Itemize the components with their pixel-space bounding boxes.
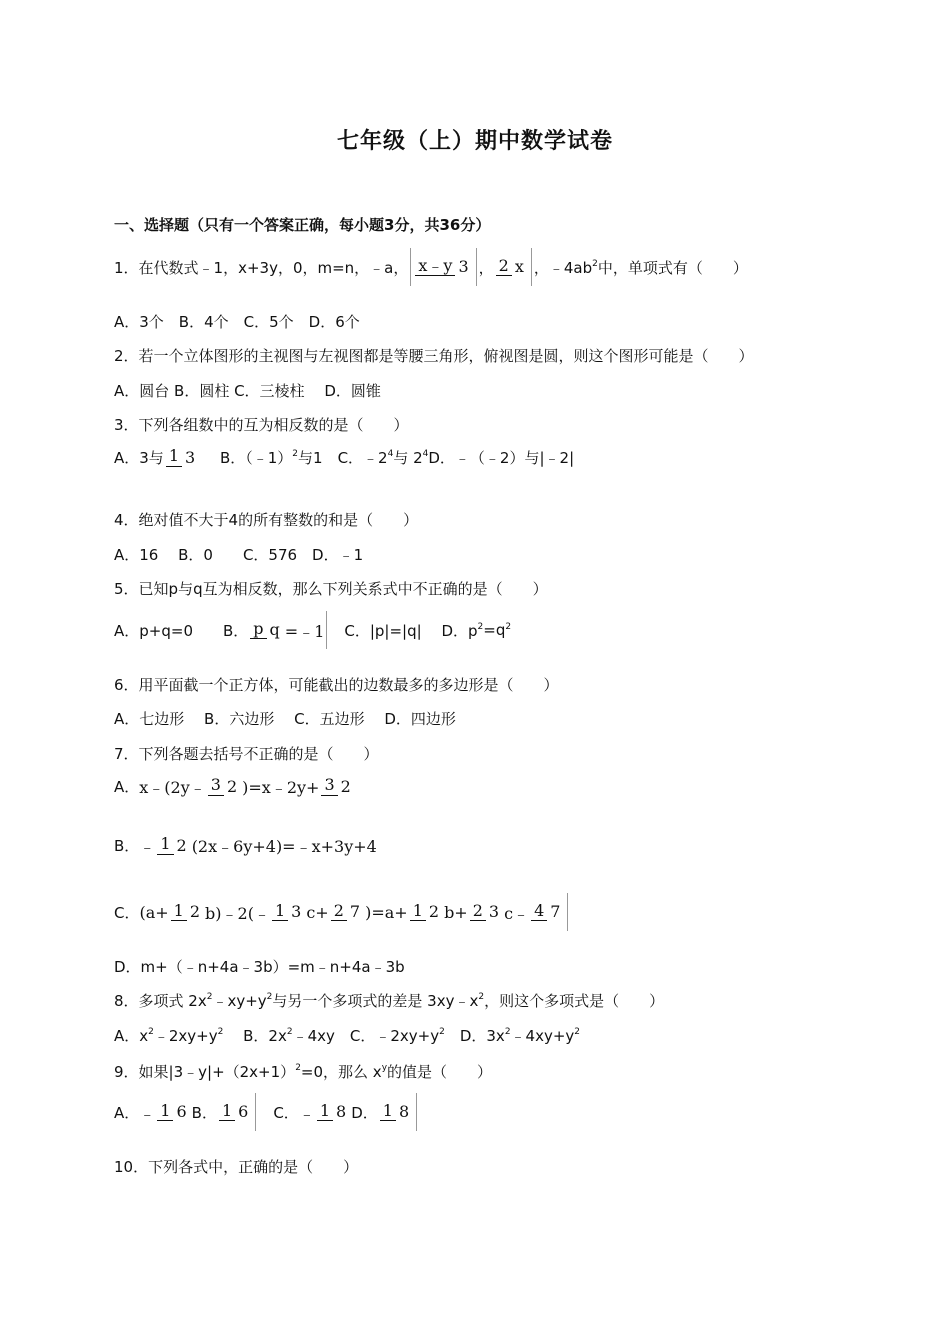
q3-options: A．3与 1 3 B．（﹣1）$^2$与1 C．$﹣2^4$与 $2^4D$．﹣（﹣2）与|﹣2| — [114, 446, 575, 467]
question-9: 9．如果$|3﹣y|+(2x+1)^2=0$，那么 $x^y$的值是（ ） — [114, 1063, 493, 1081]
frame-line — [567, 893, 568, 931]
page-title: 七年级（上）期中数学试卷 — [336, 129, 613, 154]
q1-fraction-2: 2 x — [496, 258, 527, 277]
question-5: 5．已知p与q互为相反数，那么下列关系式中不正确的是（ ） — [114, 580, 548, 598]
q3-fraction: 1 3 — [166, 448, 198, 467]
question-4: 4．绝对值不大于4的所有整数的和是（ ） — [114, 511, 419, 529]
q1-text-a: 1．在代数式﹣1，x+3y，0，m=n，﹣a， — [114, 258, 409, 277]
q7-option-b: B．﹣ 1 2 (2x﹣6y+4)=﹣x+3y+4 — [114, 834, 377, 856]
section-heading: 一、选择题（只有一个答案正确，每小题3分，共36分） — [114, 216, 491, 234]
frame-line — [255, 1093, 256, 1131]
q7-option-d: D．m+（﹣n+4a﹣3b）=m﹣n+4a﹣3b — [114, 958, 405, 976]
q7-option-a: A．x﹣(2y﹣ 3 2 )=x﹣2y+ 3 2 — [114, 775, 351, 797]
q8-options: A．$x^2﹣2xy+y^2$ B．$2x^2﹣4xy$ C．$﹣2xy+y^2$ D．$3x^2﹣4xy+y^2$ — [114, 1027, 581, 1045]
question-6: 6．用平面截一个正方体，可能截出的边数最多的多边形是（ ） — [114, 676, 559, 694]
q7-option-c: C．(a+ 1 2 b)﹣2(﹣ 1 3 c+ 2 7 )=a+ 1 2 b+ 2 3 c﹣ 4 7 — [114, 893, 570, 931]
q1-comma: ， — [478, 258, 494, 277]
q1-options: A．3个 B．4个 C．5个 D．6个 — [114, 313, 360, 331]
q5-options: A．p+q=0 B． p q =﹣1 C．|p|=|q| D．$p^2=q^2$ — [114, 611, 511, 649]
frame-line — [410, 248, 411, 286]
frame-line — [326, 611, 327, 649]
question-2: 2．若一个立体图形的主视图与左视图都是等腰三角形，俯视图是圆，则这个图形可能是（ ） — [114, 347, 754, 365]
q1-text-b: ，$﹣4ab^2$中，单项式有（ ） — [533, 258, 748, 277]
q1-fraction-1: x﹣y 3 — [415, 258, 471, 277]
frame-line — [476, 248, 477, 286]
question-7: 7．下列各题去括号不正确的是（ ） — [114, 745, 379, 763]
q4-options: A．16 B．0 C．576 D．﹣1 — [114, 546, 364, 564]
q6-options: A．七边形 B．六边形 C．五边形 D．四边形 — [114, 710, 456, 728]
q5-fraction: p q — [250, 621, 283, 640]
question-8: 8．多项式 $2x^2﹣xy+y^2$与另一个多项式的差是 $3xy﹣x^2$，则这个多项式是（ ） — [114, 992, 665, 1010]
question-3: 3．下列各组数中的互为相反数的是（ ） — [114, 416, 409, 434]
q9-options: A．﹣ 1 6 B． 1 6 C．﹣ 1 8 D． 1 8 — [114, 1093, 419, 1131]
frame-line — [416, 1093, 417, 1131]
question-1 — [114, 248, 748, 286]
frame-line — [531, 248, 532, 286]
question-10: 10．下列各式中，正确的是（ ） — [114, 1158, 359, 1176]
q2-options: A．圆台 B．圆柱 C．三棱柱 D．圆锥 — [114, 382, 381, 400]
